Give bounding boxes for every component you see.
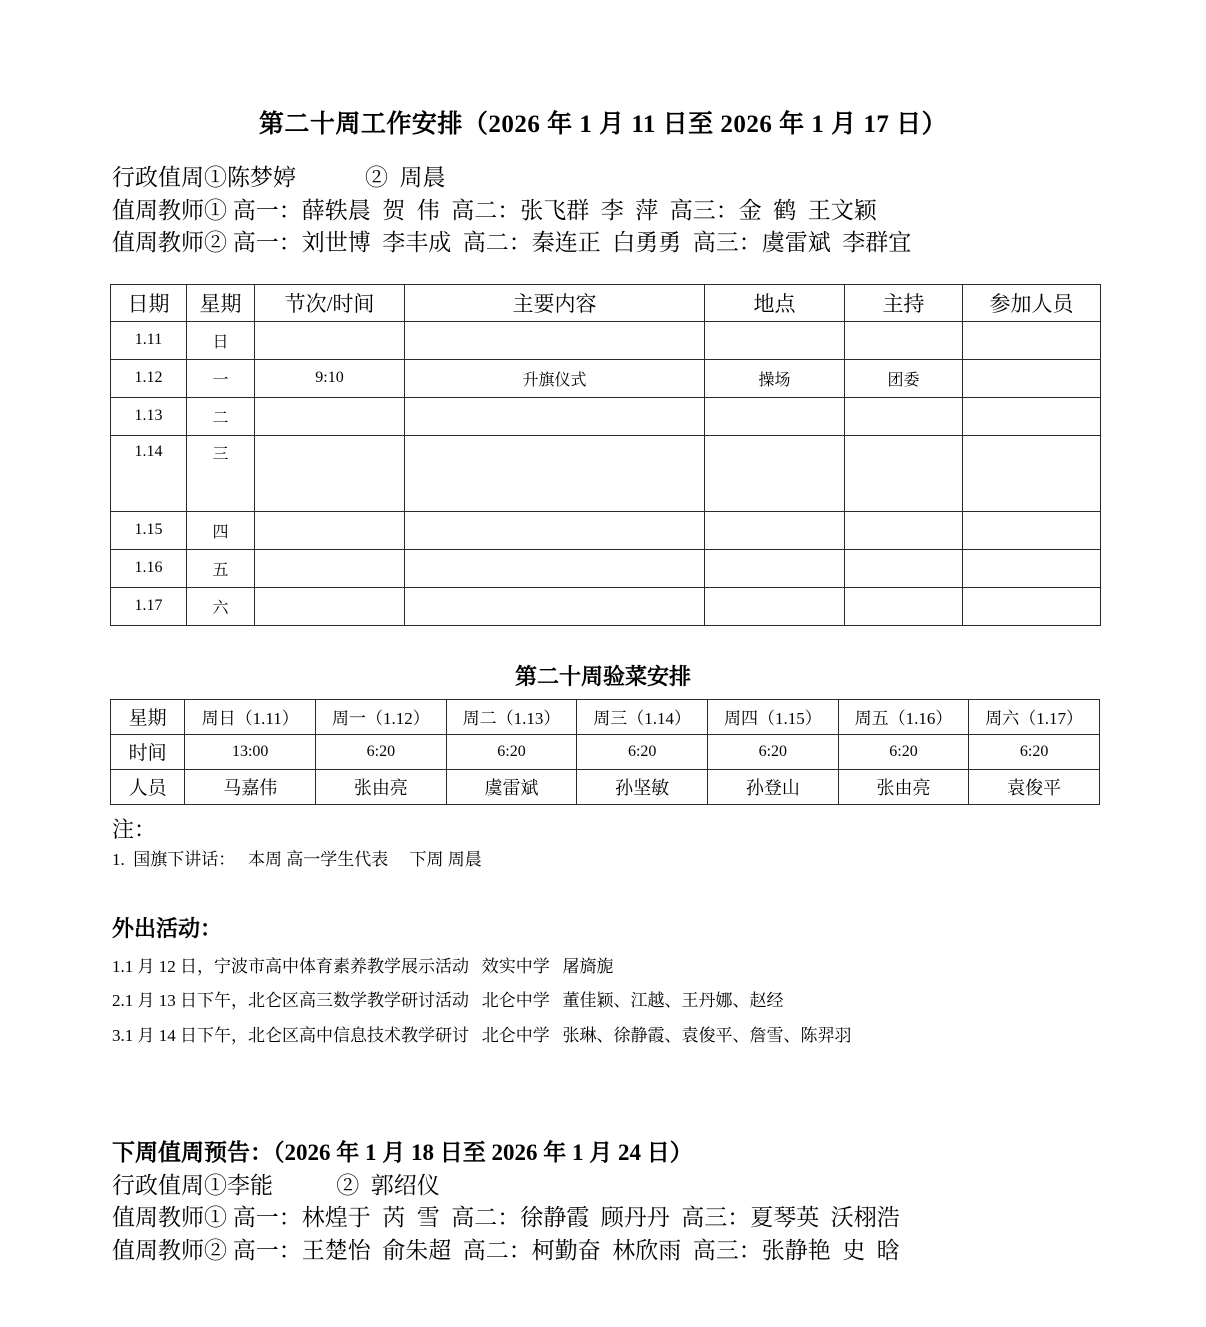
cell-place: [705, 435, 845, 511]
veg-schedule-table-wrapper: [110, 699, 1100, 805]
outside-activity-item: 2.1 月 13 日下午，北仑区高三数学教学研讨活动 北仑中学 董佳颖、江越、王丹娜、赵经: [112, 991, 784, 1011]
table-row: [111, 549, 1101, 587]
cell-date: 1.14: [111, 435, 187, 511]
cell-attendees: [963, 397, 1101, 435]
page-title: 第二十周工作安排（2026 年 1 月 11 日至 2026 年 1 月 17 日）: [258, 111, 948, 138]
outside-activity-item: 3.1 月 14 日下午，北仑区高中信息技术教学研讨 北仑中学 张琳、徐静霞、袁俊平、詹雪、陈羿羽: [112, 1025, 852, 1045]
veg-time-cell: 6:20: [708, 734, 839, 769]
forecast-teacher-line-1: 值周教师① 高一：林煌于 芮 雪 高二：徐静霞 顾丹丹 高三：夏琴英 沃栩浩: [112, 1205, 900, 1231]
cell-attendees: [963, 435, 1101, 511]
cell-content: [405, 435, 705, 511]
veg-person-cell: 虞雷斌: [446, 769, 577, 804]
cell-date: 1.15: [111, 511, 187, 549]
cell-period: [255, 587, 405, 625]
column-header-weekday: 星期: [187, 284, 255, 321]
cell-weekday: 二: [187, 397, 255, 435]
outside-activities-title: 外出活动：: [112, 916, 223, 942]
veg-person-cell: 张由亮: [838, 769, 969, 804]
cell-period: [255, 549, 405, 587]
veg-person-cell: 孙登山: [708, 769, 839, 804]
column-header-date: 日期: [111, 284, 187, 321]
veg-person-cell: 孙坚敏: [577, 769, 708, 804]
cell-weekday: 一: [187, 359, 255, 397]
cell-attendees: [963, 359, 1101, 397]
duty-teacher-line-1: 值周教师① 高一：薛轶晨 贺 伟 高二：张飞群 李 萍 高三：金 鹤 王文颖: [112, 197, 877, 223]
veg-time-cell: 6:20: [577, 734, 708, 769]
veg-day-cell: 周五（1.16）: [838, 699, 969, 734]
column-header-content: 主要内容: [405, 284, 705, 321]
veg-table-body: [111, 699, 1100, 804]
veg-row-time: [111, 734, 1100, 769]
cell-date: 1.17: [111, 587, 187, 625]
cell-host: [845, 321, 963, 359]
table-row: [111, 321, 1101, 359]
next-week-forecast-section: [112, 1136, 1206, 1267]
veg-time-cell: 6:20: [316, 734, 447, 769]
veg-day-cell: 周四（1.15）: [708, 699, 839, 734]
cell-date: 1.11: [111, 321, 187, 359]
cell-host: [845, 511, 963, 549]
admin-duty-line: 行政值周①陈梦婷 ② 周晨: [112, 165, 446, 190]
cell-content: [405, 511, 705, 549]
cell-place: [705, 397, 845, 435]
cell-place: [705, 511, 845, 549]
outside-activities-section: [112, 914, 1206, 1048]
notes-label: 注：: [112, 816, 157, 842]
cell-attendees: [963, 587, 1101, 625]
veg-schedule-table: [110, 699, 1100, 805]
weekly-schedule-table: [110, 284, 1101, 626]
column-header-place: 地点: [705, 284, 845, 321]
table-row: [111, 397, 1101, 435]
cell-period: 9:10: [255, 359, 405, 397]
cell-host: [845, 397, 963, 435]
veg-day-cell: 周日（1.11）: [185, 699, 316, 734]
cell-date: 1.13: [111, 397, 187, 435]
cell-content: [405, 397, 705, 435]
forecast-teacher-line-2: 值周教师② 高一：王楚怡 俞朱超 高二：柯勤奋 林欣雨 高三：张静艳 史 晗: [112, 1238, 900, 1264]
veg-time-cell: 6:20: [969, 734, 1100, 769]
veg-person-cell: 张由亮: [316, 769, 447, 804]
cell-date: 1.12: [111, 359, 187, 397]
cell-place: [705, 549, 845, 587]
cell-host: [845, 587, 963, 625]
duty-teacher-line-2: 值周教师② 高一：刘世博 李丰成 高二：秦连正 白勇勇 高三：虞雷斌 李群宜: [112, 230, 912, 256]
table-row: [111, 359, 1101, 397]
veg-day-cell: 周一（1.12）: [316, 699, 447, 734]
cell-host: 团委: [845, 359, 963, 397]
cell-weekday: 三: [187, 435, 255, 511]
table-row: [111, 511, 1101, 549]
cell-attendees: [963, 321, 1101, 359]
veg-row-label-weekday: 星期: [111, 699, 185, 734]
veg-row-label-person: 人员: [111, 769, 185, 804]
table-row: [111, 587, 1101, 625]
veg-time-cell: 6:20: [446, 734, 577, 769]
veg-time-cell: 13:00: [185, 734, 316, 769]
forecast-admin-duty-line: 行政值周①李能 ② 郭绍仪: [112, 1172, 440, 1198]
veg-person-cell: 马嘉伟: [185, 769, 316, 804]
cell-content: [405, 587, 705, 625]
column-header-host: 主持: [845, 284, 963, 321]
cell-period: [255, 511, 405, 549]
veg-day-cell: 周三（1.14）: [577, 699, 708, 734]
veg-row-weekday: [111, 699, 1100, 734]
cell-date: 1.16: [111, 549, 187, 587]
cell-period: [255, 397, 405, 435]
cell-period: [255, 321, 405, 359]
cell-weekday: 日: [187, 321, 255, 359]
cell-weekday: 六: [187, 587, 255, 625]
table-header: [111, 284, 1101, 321]
cell-place: 操场: [705, 359, 845, 397]
cell-place: [705, 321, 845, 359]
veg-row-label-time: 时间: [111, 734, 185, 769]
notes-section: [112, 815, 1206, 872]
weekly-schedule-table-wrapper: [110, 284, 1100, 626]
outside-activity-item: 1.1 月 12 日，宁波市高中体育素养教学展示活动 效实中学 屠旖旎: [112, 956, 614, 976]
veg-row-person: [111, 769, 1100, 804]
forecast-title: 下周值周预告：（2026 年 1 月 18 日至 2026 年 1 月 24 日）: [112, 1140, 693, 1166]
cell-place: [705, 587, 845, 625]
veg-time-cell: 6:20: [838, 734, 969, 769]
cell-content: [405, 549, 705, 587]
cell-content: [405, 321, 705, 359]
cell-host: [845, 435, 963, 511]
table-body: [111, 321, 1101, 625]
cell-content: 升旗仪式: [405, 359, 705, 397]
column-header-period: 节次/时间: [255, 284, 405, 321]
note-item: 1. 国旗下讲话： 本周 高一学生代表 下周 周晨: [112, 849, 482, 869]
cell-weekday: 五: [187, 549, 255, 587]
duty-header-block: [112, 162, 1206, 260]
cell-host: [845, 549, 963, 587]
cell-attendees: [963, 511, 1101, 549]
column-header-attendees: 参加人员: [963, 284, 1101, 321]
veg-day-cell: 周六（1.17）: [969, 699, 1100, 734]
veg-day-cell: 周二（1.13）: [446, 699, 577, 734]
cell-attendees: [963, 549, 1101, 587]
cell-weekday: 四: [187, 511, 255, 549]
veg-person-cell: 袁俊平: [969, 769, 1100, 804]
table-row: [111, 435, 1101, 511]
veg-schedule-title: 第二十周验菜安排: [514, 663, 691, 689]
cell-period: [255, 435, 405, 511]
table-header-row: [111, 284, 1101, 321]
